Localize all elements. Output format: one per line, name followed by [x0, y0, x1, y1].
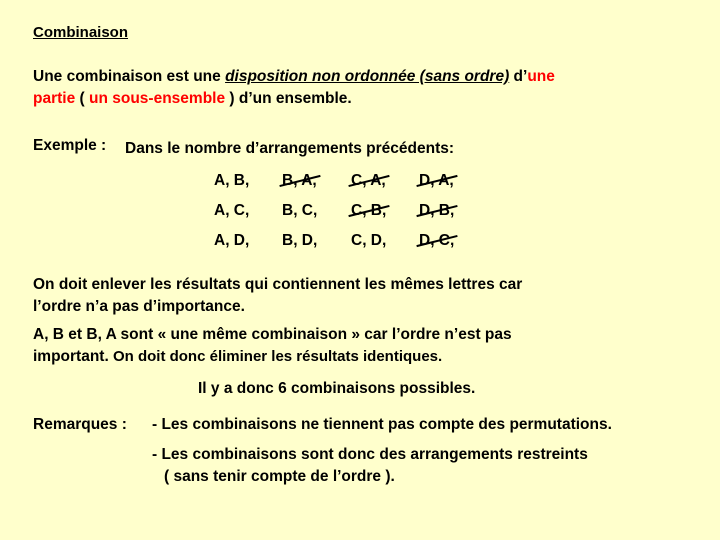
definition-text: d’ — [509, 68, 528, 85]
definition-highlight: partie — [33, 90, 76, 107]
explanation-line: On doit donc éliminer les résultats identiques. — [108, 348, 443, 365]
definition-emphasis: disposition non ordonnée (sans ordre) — [225, 68, 510, 85]
example-intro: Dans le nombre d’arrangements précédents: — [125, 140, 455, 157]
remark-item — [152, 444, 588, 488]
explanation-line: l’ordre n’a pas d’importance. — [33, 298, 245, 315]
definition-text: ( — [75, 90, 89, 107]
remark-item: - Les combinaisons ne tiennent pas compte des permutations. — [152, 416, 612, 433]
arrangement-cell: B, D, — [282, 232, 318, 249]
explanation-line: On doit enlever les résultats qui contiennent les mêmes lettres car — [33, 276, 523, 293]
definition-highlight: une — [527, 68, 555, 85]
arrangement-cell-struck: D, B, — [419, 202, 455, 219]
arrangement-cell-struck: C, A, — [351, 172, 386, 189]
arrangement-cell: A, C, — [214, 202, 250, 219]
explanation-paragraph — [33, 274, 522, 318]
arrangement-cell-struck: C, B, — [351, 202, 387, 219]
remarks-label: Remarques : — [33, 416, 127, 433]
arrangement-cell: A, B, — [214, 172, 250, 189]
section-title: Combinaison — [33, 24, 129, 41]
remark-line: ( sans tenir compte de l’ordre ). — [164, 468, 395, 485]
arrangement-cell: A, D, — [214, 232, 250, 249]
arrangement-cell: B, C, — [282, 202, 318, 219]
definition-highlight: un sous-ensemble — [89, 90, 226, 107]
conclusion-text: Il y a donc 6 combinaisons possibles. — [198, 380, 476, 397]
arrangement-cell-struck: D, A, — [419, 172, 454, 189]
example-label: Exemple : — [33, 137, 107, 154]
definition-text: Une combinaison est une — [33, 68, 226, 85]
identical-results-paragraph — [33, 324, 512, 368]
arrangement-cell-struck: D, C, — [419, 232, 455, 249]
explanation-line: A, B et B, A sont « une même combinaison » car l’ordre n’est pas — [33, 326, 512, 343]
definition-text: ) d’un ensemble. — [225, 90, 352, 107]
definition-paragraph — [33, 66, 555, 110]
explanation-line: important. — [33, 348, 109, 365]
arrangement-cell: C, D, — [351, 232, 387, 249]
remark-line: - Les combinaisons sont donc des arrangements restreints — [152, 446, 588, 463]
arrangement-cell-struck: B, A, — [282, 172, 317, 189]
